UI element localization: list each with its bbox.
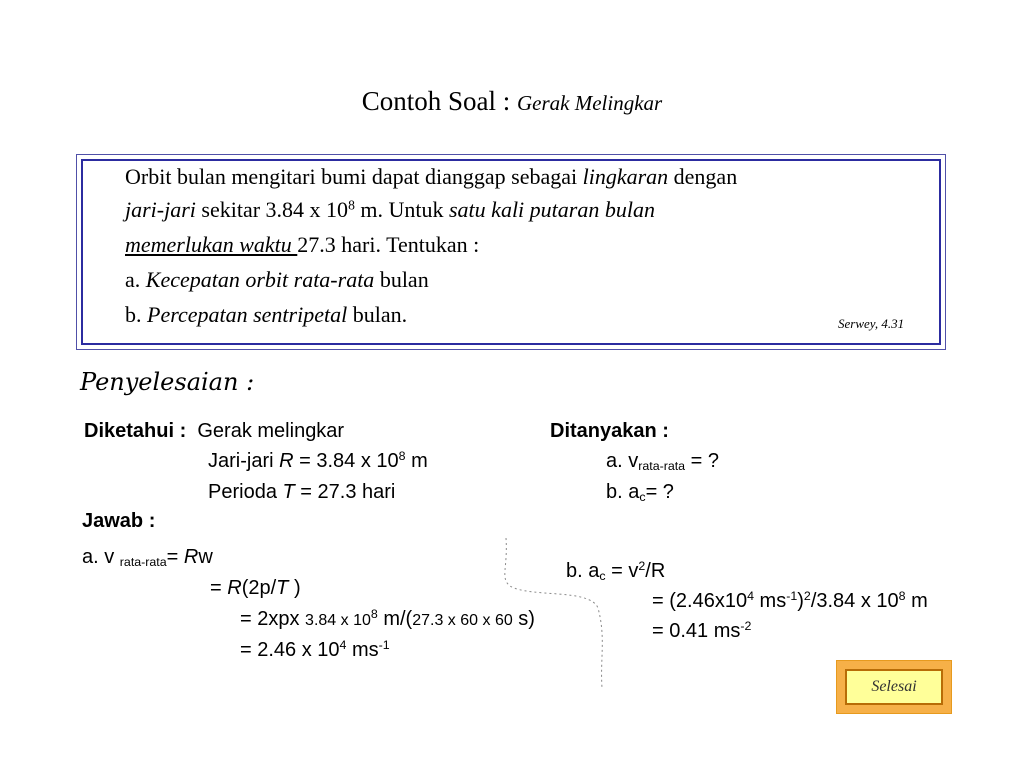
- known-label: Diketahui :: [84, 420, 187, 442]
- exponent: 8: [370, 607, 378, 622]
- answer-text: /R: [645, 560, 666, 582]
- answer-text: = v: [605, 560, 639, 582]
- problem-line-4: [125, 267, 429, 293]
- finish-button[interactable]: [836, 660, 952, 714]
- answer-a-line-4: [240, 639, 390, 662]
- known-text: Jari-jari: [208, 450, 280, 472]
- title-main: Contoh Soal :: [361, 86, 511, 116]
- asked-b: [606, 481, 674, 504]
- answer-text: (2p/: [241, 577, 277, 599]
- subscript: rata-rata: [638, 459, 686, 474]
- answer-text: = 2xpx: [240, 608, 306, 630]
- answer-text: /3.84 x 10: [810, 590, 899, 612]
- problem-text: dengan: [668, 164, 738, 189]
- exponent: -1: [378, 638, 390, 653]
- problem-line-3: [125, 232, 479, 258]
- problem-line-2: [125, 197, 655, 223]
- subscript: c: [599, 569, 606, 584]
- symbol-omega: w: [198, 546, 213, 568]
- answer-text: 3.84 x 10: [305, 612, 371, 629]
- source-citation: Serwey, 4.31: [838, 316, 905, 331]
- answer-text: ): [288, 577, 301, 599]
- problem-text: 27.3 hari. Tentukan :: [297, 232, 480, 257]
- answer-text: ms: [753, 590, 787, 612]
- answer-text: b. a: [566, 560, 600, 582]
- asked-label: Ditanyakan :: [550, 420, 669, 442]
- problem-text: a.: [125, 267, 146, 292]
- asked-text: a. v: [606, 450, 639, 472]
- asked-text: = ?: [645, 481, 674, 503]
- symbol-T: T: [276, 577, 289, 599]
- answer-label: Jawab :: [82, 510, 156, 532]
- exponent: -2: [740, 619, 752, 634]
- answer-text: m/(: [377, 608, 413, 630]
- problem-term: jari-jari: [125, 197, 196, 222]
- problem-text: m. Untuk: [354, 197, 449, 222]
- problem-term: Kecepatan orbit rata-rata: [145, 267, 375, 292]
- problem-text: bulan: [374, 267, 429, 292]
- exponent: 4: [339, 638, 347, 653]
- known-row: [84, 420, 344, 443]
- title-topic: Gerak Melingkar: [517, 91, 663, 115]
- subscript: rata-rata: [119, 555, 167, 570]
- answer-text: ms: [346, 639, 379, 661]
- problem-text: sekitar 3.84 x 10: [195, 197, 349, 222]
- answer-text: =: [210, 577, 228, 599]
- exponent: 2: [638, 559, 646, 574]
- exponent: 8: [348, 197, 355, 213]
- problem-term: satu kali putaran bulan: [449, 197, 655, 222]
- symbol-T: T: [282, 481, 295, 503]
- known-period: [208, 481, 395, 504]
- answer-text: = 0.41 ms: [652, 620, 741, 642]
- answer-text: = 2.46 x 10: [240, 639, 340, 661]
- answer-text: ): [797, 590, 804, 612]
- problem-text: Orbit bulan mengitari bumi dapat dianggap sebagai: [125, 164, 583, 189]
- answer-a-line-1: [82, 546, 213, 569]
- answer-text: s): [512, 608, 535, 630]
- problem-term: Percepatan sentripetal: [147, 302, 348, 327]
- dotted-divider: [490, 538, 620, 688]
- problem-term: lingkaran: [582, 164, 669, 189]
- answer-text: = (2.46x10: [652, 590, 748, 612]
- answer-text: a. v: [82, 546, 120, 568]
- asked-text: b. a: [606, 481, 640, 503]
- problem-line-1: [125, 164, 737, 190]
- symbol-R: R: [279, 450, 294, 472]
- answer-a-line-2: [210, 577, 301, 600]
- exponent: 2: [803, 589, 811, 604]
- problem-text: bulan.: [347, 302, 408, 327]
- answer-text: 27.3 x 60 x 60: [412, 612, 513, 629]
- exponent: -1: [786, 589, 798, 604]
- answer-text: m: [905, 590, 928, 612]
- known-text: = 27.3 hari: [294, 481, 396, 503]
- answer-b-line-3: [652, 620, 751, 643]
- finish-button-label: Selesai: [845, 669, 943, 705]
- answer-text: =: [166, 546, 184, 568]
- known-text: m: [405, 450, 428, 472]
- exponent: 8: [898, 589, 906, 604]
- symbol-R: R: [227, 577, 242, 599]
- exponent: 4: [747, 589, 754, 604]
- problem-text: b.: [125, 302, 147, 327]
- known-text: = 3.84 x 10: [293, 450, 399, 472]
- asked-text: = ?: [685, 450, 719, 472]
- subscript: c: [639, 490, 646, 505]
- asked-a: [606, 450, 719, 473]
- page-title: [0, 86, 1024, 117]
- known-radius: [208, 450, 428, 473]
- symbol-R: R: [183, 546, 199, 568]
- problem-line-5: [125, 302, 407, 328]
- known-text: Perioda: [208, 481, 283, 503]
- problem-term: memerlukan waktu: [125, 232, 298, 257]
- solution-heading: Penyelesaian :: [80, 368, 255, 396]
- known-motion: Gerak melingkar: [197, 420, 345, 442]
- answer-b-line-2: [652, 590, 928, 613]
- exponent: 8: [398, 449, 406, 464]
